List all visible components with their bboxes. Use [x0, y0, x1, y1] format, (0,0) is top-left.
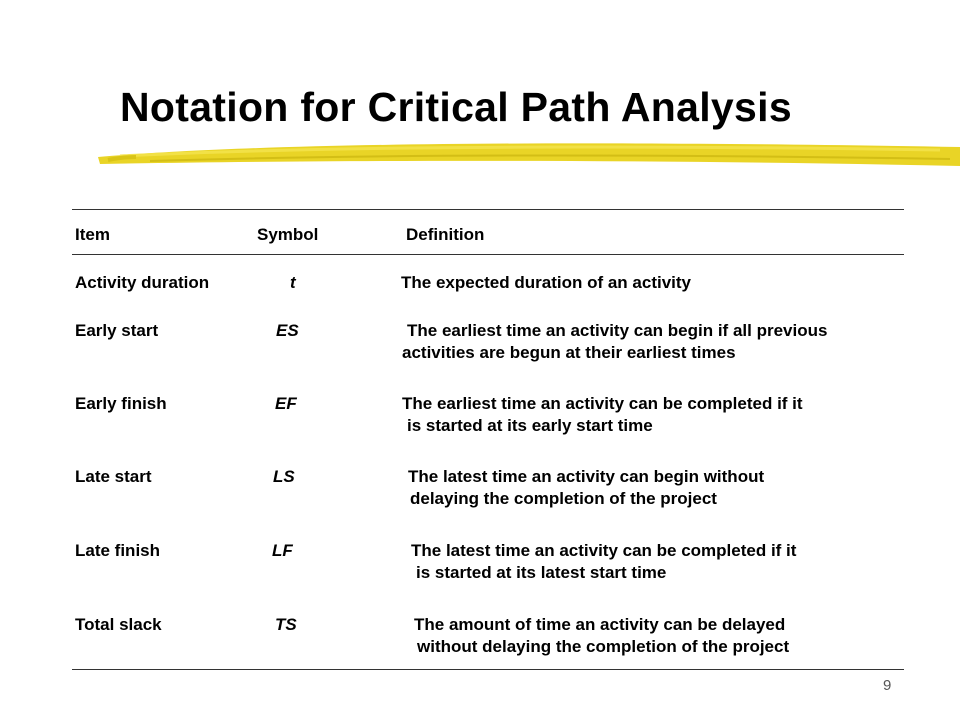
row-definition: [414, 614, 789, 658]
row-symbol: TS: [275, 615, 297, 634]
row-symbol: LS: [273, 467, 295, 486]
definition-line: without delaying the completion of the project: [417, 637, 790, 656]
row-definition: [401, 272, 691, 294]
definition-line: The earliest time an activity can begin if all previous: [407, 321, 828, 340]
slide-title: Notation for Critical Path Analysis: [120, 84, 792, 130]
row-definition: [408, 466, 764, 510]
definition-line: The amount of time an activity can be delayed: [414, 615, 786, 634]
row-item: Late finish: [75, 541, 161, 560]
table-bottom-rule: [72, 669, 904, 670]
table-top-rule: [72, 209, 904, 210]
row-symbol: LF: [272, 541, 293, 560]
row-symbol: EF: [275, 394, 297, 413]
row-item: Early start: [75, 321, 159, 340]
definition-line: The expected duration of an activity: [401, 273, 692, 292]
definition-line: The latest time an activity can be completed if it: [411, 541, 797, 560]
header-symbol: Symbol: [257, 225, 319, 244]
header-definition: Definition: [406, 225, 485, 244]
row-item: Total slack: [75, 615, 162, 634]
header-item: Item: [75, 225, 110, 244]
definition-line: delaying the completion of the project: [410, 489, 717, 508]
page-number: 9: [883, 677, 892, 694]
definition-line: activities are begun at their earliest times: [402, 343, 736, 362]
row-symbol: ES: [276, 321, 299, 340]
row-item: Activity duration: [75, 273, 210, 292]
definition-line: is started at its early start time: [407, 416, 653, 435]
row-definition: [401, 320, 827, 364]
row-definition: [411, 540, 796, 584]
definition-line: The latest time an activity can begin without: [408, 467, 765, 486]
definition-line: is started at its latest start time: [416, 563, 667, 582]
row-symbol: t: [290, 273, 296, 292]
row-item: Late start: [75, 467, 152, 486]
row-item: Early finish: [75, 394, 167, 413]
row-definition: [402, 393, 803, 437]
table-header-rule: [72, 254, 904, 255]
definition-line: The earliest time an activity can be completed if it: [402, 394, 803, 413]
